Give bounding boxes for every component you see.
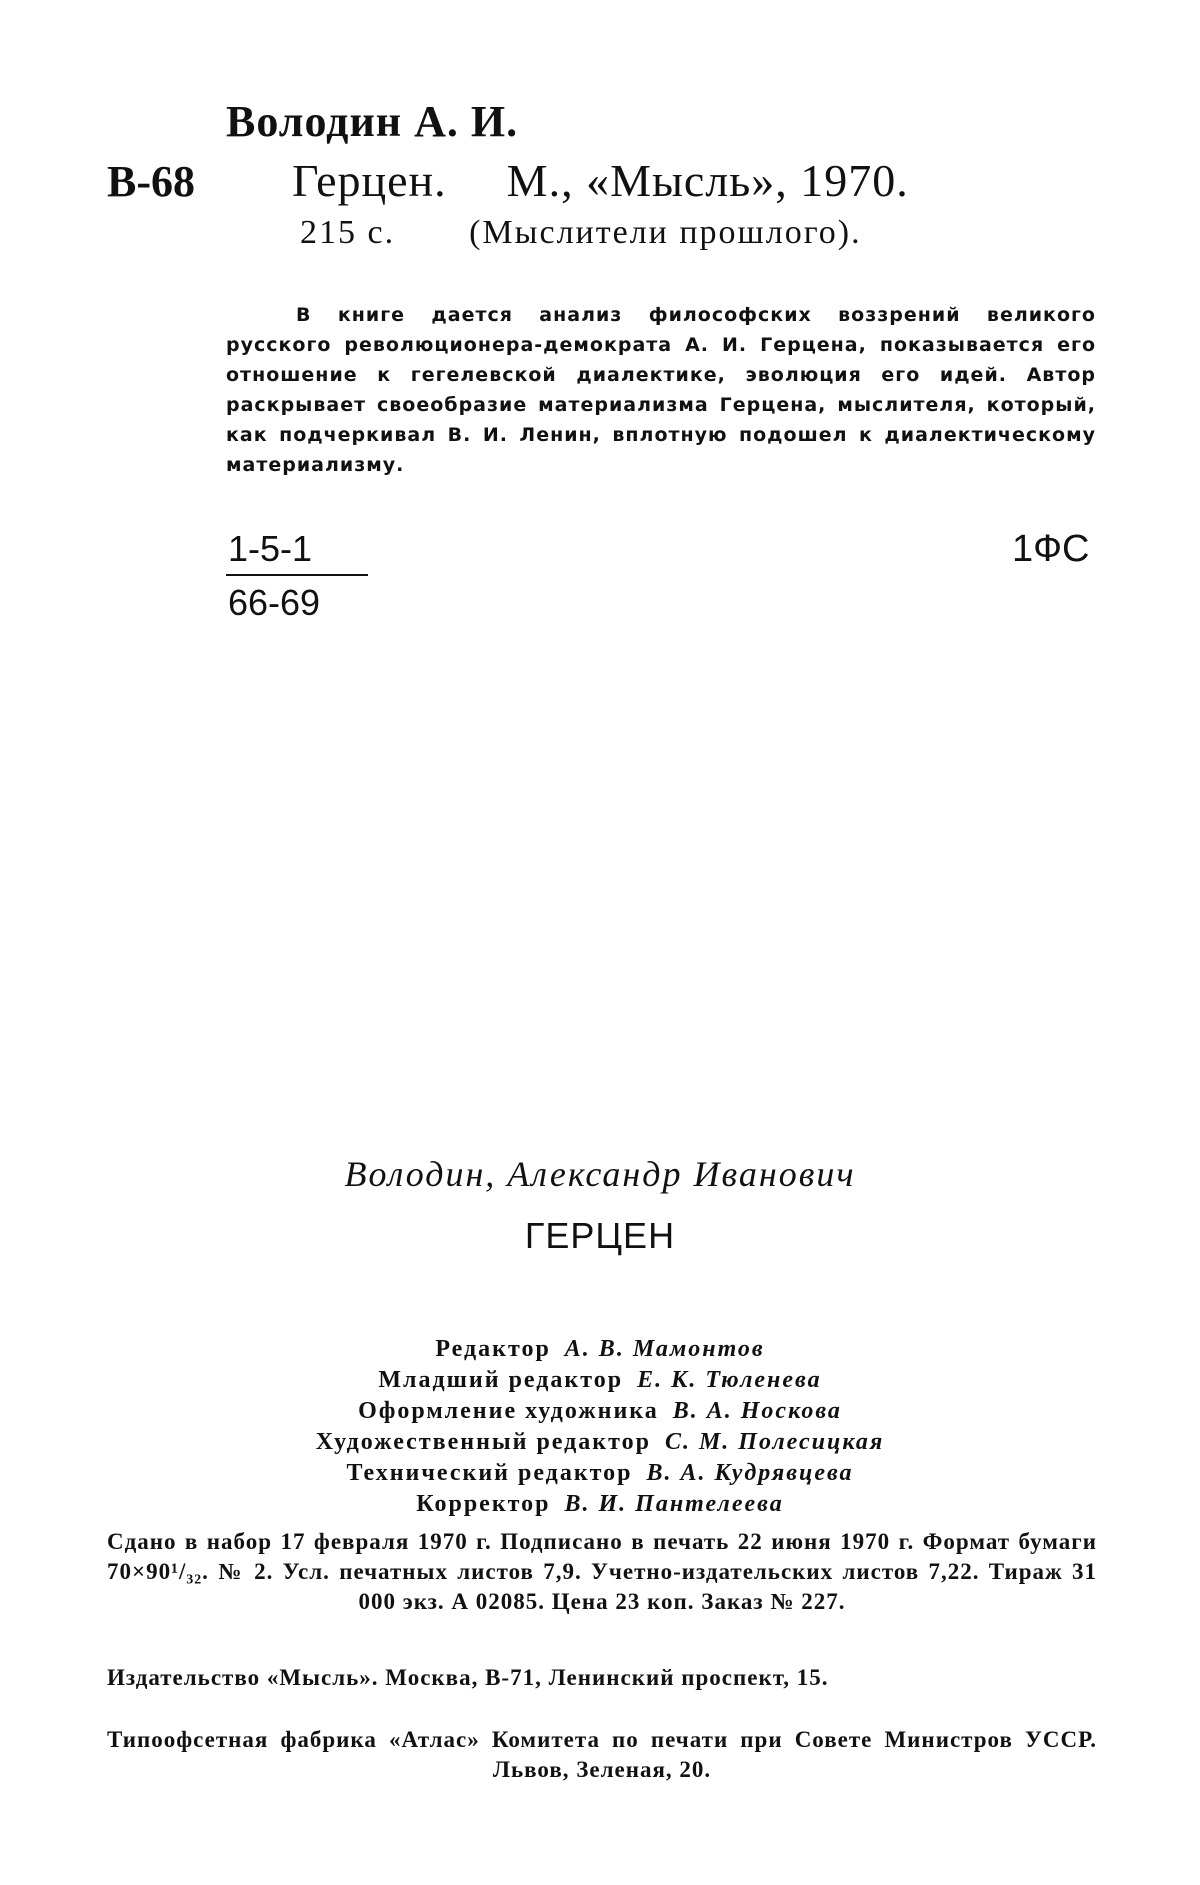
index-denominator: 66-69 [228, 582, 321, 623]
credit-line [0, 1365, 1200, 1396]
credit-line [0, 1334, 1200, 1365]
credit-role: Младший редактор [378, 1367, 624, 1393]
pages-line [300, 214, 862, 252]
index-numerator: 1-5-1 [228, 528, 313, 569]
credit-role: Корректор [416, 1491, 551, 1517]
index-fraction [226, 528, 368, 624]
credit-line [0, 1427, 1200, 1458]
colophon-author: Володин, Александр Иванович [344, 1154, 856, 1194]
title-line [292, 154, 909, 207]
credit-role: Редактор [435, 1336, 551, 1362]
credit-role: Художественный редактор [315, 1429, 651, 1455]
call-number: В-68 [107, 157, 195, 206]
card-author: Володин А. И. [226, 97, 519, 146]
card-pages: 215 с. [300, 214, 396, 251]
card-annotation: В книге дается анализ философских воззрений великого русского революционера-демократа А. И. Герцена, показывается его отношение к гегелевской диалектике, эволюция его идей. Автор раскрывает своеобразие материализма Герцена, мыслителя, который, как подчеркивал В. И. Ленин, вплотную подошел к диалектическому материализму. [226, 304, 1096, 476]
credit-role: Технический редактор [346, 1460, 633, 1486]
credit-line [0, 1396, 1200, 1427]
card-publication: М., «Мысль», 1970. [506, 155, 909, 206]
credit-name: С. М. Полесицкая [664, 1429, 885, 1455]
colophon-title: ГЕРЦЕН [524, 1215, 676, 1256]
credit-name: В. А. Кудрявцева [646, 1460, 854, 1486]
card-title: Герцен. [292, 155, 447, 206]
credits-list [0, 1334, 1200, 1520]
classification-code: 1ФС [1012, 528, 1090, 570]
printer-info: Типоофсетная фабрика «Атлас» Комитета по печати при Совете Министров УССР. Львов, Зеленая, 20. [107, 1727, 1097, 1782]
credit-name: В. И. Пантелеева [564, 1491, 784, 1517]
credit-line [0, 1458, 1200, 1489]
publisher-info: Издательство «Мысль». Москва, В-71, Ленинский проспект, 15. [107, 1665, 829, 1690]
credit-name: Е. К. Тюленева [637, 1367, 822, 1393]
credit-role: Оформление художника [358, 1398, 659, 1424]
credit-name: А. В. Мамонтов [564, 1336, 765, 1362]
credit-line [0, 1489, 1200, 1520]
credit-name: В. А. Носкова [672, 1398, 842, 1424]
card-series: (Мыслители прошлого). [469, 214, 862, 251]
print-details: Сдано в набор 17 февраля 1970 г. Подписано в печать 22 июня 1970 г. Формат бумаги 70×90¹/₃₂. № 2. Усл. печатных листов 7,9. Учетно-издательских листов 7,22. Тираж 31 000 экз. А 02085. Цена 23 коп. Заказ № 227. [107, 1529, 1097, 1614]
fraction-bar [226, 574, 368, 576]
